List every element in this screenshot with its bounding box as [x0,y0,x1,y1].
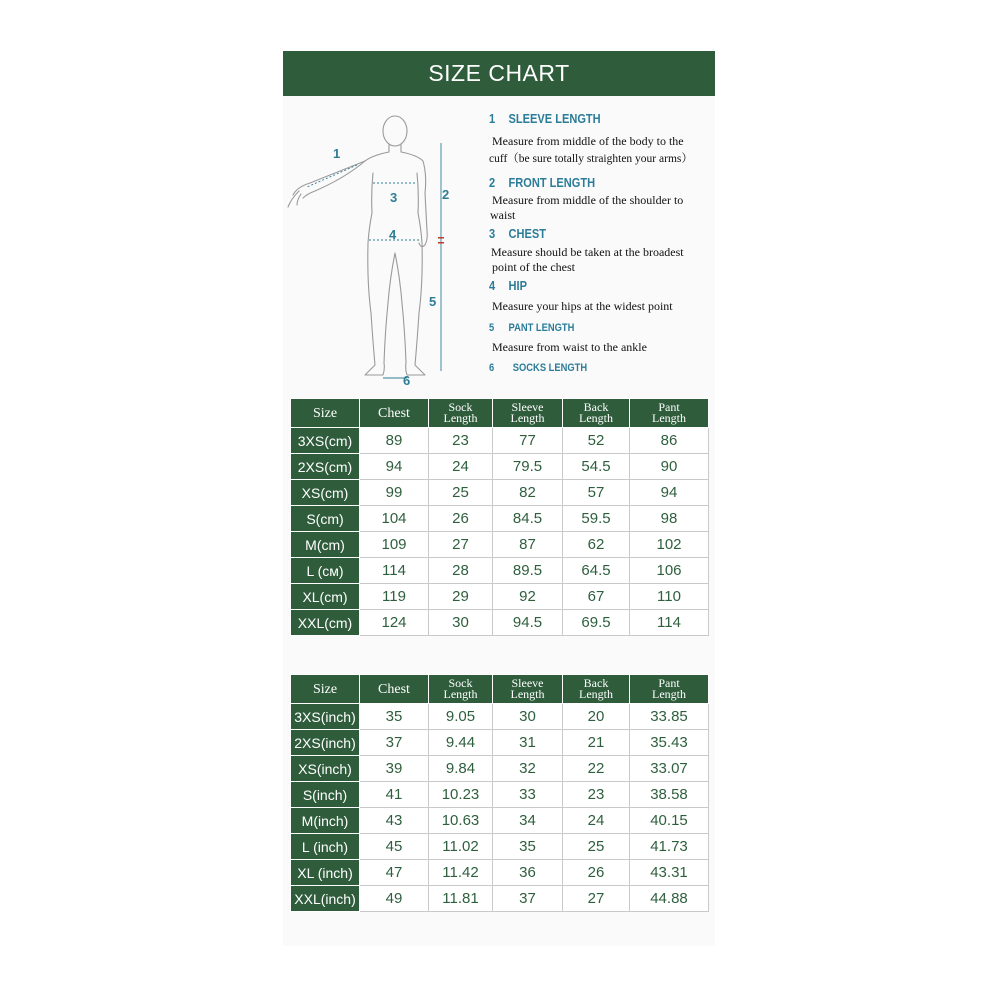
sock-length-cell: 9.44 [429,730,493,756]
sleeve-length-cell: 84.5 [493,506,563,532]
header-sleeve-length: Sleeve Length [493,675,563,704]
header-chest: Chest [360,399,429,428]
size-cell: M(inch) [291,808,360,834]
table-row [291,480,709,506]
measure-lines [307,143,441,378]
sock-length-cell: 9.84 [429,756,493,782]
chest-cell: 124 [360,610,429,636]
table-row [291,454,709,480]
sock-length-cell: 27 [429,532,493,558]
sock-length-cell: 11.02 [429,834,493,860]
body-outline [288,116,427,375]
chest-cell: 119 [360,584,429,610]
measurement-desc-chest-2: point of the chest [492,260,575,274]
sleeve-length-cell: 37 [493,886,563,912]
sleeve-length-cell: 87 [493,532,563,558]
measurement-heading-hip: 4 HIP [489,278,527,293]
measurement-heading-sleeve: 1 SLEEVE LENGTH [489,111,601,126]
size-cell: S(cm) [291,506,360,532]
chest-cell: 104 [360,506,429,532]
sleeve-length-cell: 34 [493,808,563,834]
size-cell: 2XS(inch) [291,730,360,756]
chest-cell: 94 [360,454,429,480]
sock-length-cell: 11.42 [429,860,493,886]
measurement-desc-chest-1: Measure should be taken at the broadest [491,245,684,259]
measurement-desc-sleeve-2: cuff（be sure totally straighten your arms） [489,153,693,165]
chest-cell: 45 [360,834,429,860]
sock-length-cell: 28 [429,558,493,584]
table-row [291,428,709,454]
measurement-desc-hip: Measure your hips at the widest point [492,299,673,313]
size-table-inch [290,674,709,912]
back-length-cell: 64.5 [563,558,630,584]
pant-length-cell: 90 [630,454,709,480]
back-length-cell: 67 [563,584,630,610]
chest-cell: 47 [360,860,429,886]
sleeve-length-cell: 33 [493,782,563,808]
pant-length-cell: 44.88 [630,886,709,912]
size-table-inch-body [291,704,709,912]
size-cell: 2XS(cm) [291,454,360,480]
size-cell: L (inch) [291,834,360,860]
measurement-desc-front-2: waist [490,208,516,222]
sock-length-cell: 9.05 [429,704,493,730]
pant-length-cell: 40.15 [630,808,709,834]
header-pant-length: Pant Length [630,399,709,428]
header-back-length: Back Length [563,675,630,704]
back-length-cell: 20 [563,704,630,730]
back-length-cell: 69.5 [563,610,630,636]
size-cell: S(inch) [291,782,360,808]
back-length-cell: 54.5 [563,454,630,480]
sock-length-cell: 10.63 [429,808,493,834]
pant-length-cell: 35.43 [630,730,709,756]
chest-cell: 89 [360,428,429,454]
pant-length-cell: 106 [630,558,709,584]
back-length-cell: 27 [563,886,630,912]
body-figure [285,103,485,388]
pant-length-cell: 98 [630,506,709,532]
back-length-cell: 25 [563,834,630,860]
sleeve-length-cell: 77 [493,428,563,454]
size-cell: M(cm) [291,532,360,558]
back-length-cell: 23 [563,782,630,808]
chest-cell: 43 [360,808,429,834]
header-sleeve-length: Sleeve Length [493,399,563,428]
header-size: Size [291,399,360,428]
table-row [291,584,709,610]
measurement-heading-chest: 3 CHEST [489,226,547,241]
size-cell: 3XS(inch) [291,704,360,730]
back-length-cell: 22 [563,756,630,782]
measurement-heading-socks: 6 SOCKS LENGTH [489,362,588,374]
table-row [291,506,709,532]
back-length-cell: 21 [563,730,630,756]
header-row [291,675,709,704]
chest-cell: 99 [360,480,429,506]
chest-cell: 41 [360,782,429,808]
chest-cell: 109 [360,532,429,558]
figure-label-4: 4 [389,227,397,242]
pant-length-cell: 41.73 [630,834,709,860]
size-table-cm-body [291,428,709,636]
size-cell: XXL(inch) [291,886,360,912]
header-pant-length: Pant Length [630,675,709,704]
table-row [291,730,709,756]
header-back-length: Back Length [563,399,630,428]
table-row [291,782,709,808]
sock-length-cell: 29 [429,584,493,610]
pant-length-cell: 33.07 [630,756,709,782]
table-row [291,704,709,730]
figure-label-1: 1 [333,146,341,161]
size-table-cm-header [291,399,709,428]
table-row [291,558,709,584]
sock-length-cell: 24 [429,454,493,480]
figure-label-6: 6 [403,373,411,388]
size-cell: L (cм) [291,558,360,584]
back-length-cell: 52 [563,428,630,454]
figure-label-2: 2 [442,187,450,202]
sleeve-length-cell: 79.5 [493,454,563,480]
size-chart-title: SIZE CHART [283,51,715,96]
pant-length-cell: 110 [630,584,709,610]
header-sock-length: Sock Length [429,399,493,428]
size-table-cm [290,398,709,636]
back-length-cell: 59.5 [563,506,630,532]
sleeve-length-cell: 36 [493,860,563,886]
size-cell: XL (inch) [291,860,360,886]
table-row [291,756,709,782]
sleeve-length-cell: 30 [493,704,563,730]
table-row [291,532,709,558]
pant-length-cell: 33.85 [630,704,709,730]
sleeve-length-cell: 31 [493,730,563,756]
sock-length-cell: 25 [429,480,493,506]
chest-cell: 39 [360,756,429,782]
measurement-desc-pant: Measure from waist to the ankle [492,340,647,354]
measurement-heading-front: 2 FRONT LENGTH [489,175,596,190]
size-table-inch-header [291,675,709,704]
pant-length-cell: 102 [630,532,709,558]
sock-length-cell: 23 [429,428,493,454]
chest-cell: 49 [360,886,429,912]
chest-cell: 35 [360,704,429,730]
back-length-cell: 24 [563,808,630,834]
table-row [291,860,709,886]
sock-length-cell: 30 [429,610,493,636]
figure-label-5: 5 [429,294,437,309]
back-length-cell: 26 [563,860,630,886]
back-length-cell: 62 [563,532,630,558]
chest-cell: 114 [360,558,429,584]
measurement-desc-sleeve-1: Measure from middle of the body to the [492,134,684,148]
sleeve-length-cell: 32 [493,756,563,782]
sleeve-length-cell: 82 [493,480,563,506]
sock-length-cell: 10.23 [429,782,493,808]
back-length-cell: 57 [563,480,630,506]
sleeve-length-cell: 89.5 [493,558,563,584]
size-cell: XS(cm) [291,480,360,506]
sleeve-length-cell: 94.5 [493,610,563,636]
pant-length-cell: 43.31 [630,860,709,886]
header-row [291,399,709,428]
header-size: Size [291,675,360,704]
size-cell: XS(inch) [291,756,360,782]
pant-length-cell: 86 [630,428,709,454]
size-cell: XXL(cm) [291,610,360,636]
sock-length-cell: 26 [429,506,493,532]
header-sock-length: Sock Length [429,675,493,704]
figure-label-3: 3 [390,190,398,205]
table-row [291,610,709,636]
table-row [291,808,709,834]
chest-cell: 37 [360,730,429,756]
size-cell: 3XS(cm) [291,428,360,454]
table-row [291,834,709,860]
size-cell: XL(cm) [291,584,360,610]
sock-length-cell: 11.81 [429,886,493,912]
sleeve-length-cell: 92 [493,584,563,610]
pant-length-cell: 38.58 [630,782,709,808]
table-row [291,886,709,912]
pant-length-cell: 94 [630,480,709,506]
header-chest: Chest [360,675,429,704]
measurement-heading-pant: 5 PANT LENGTH [489,322,575,334]
sleeve-length-cell: 35 [493,834,563,860]
pant-length-cell: 114 [630,610,709,636]
measurement-desc-front-1: Measure from middle of the shoulder to [492,193,684,207]
